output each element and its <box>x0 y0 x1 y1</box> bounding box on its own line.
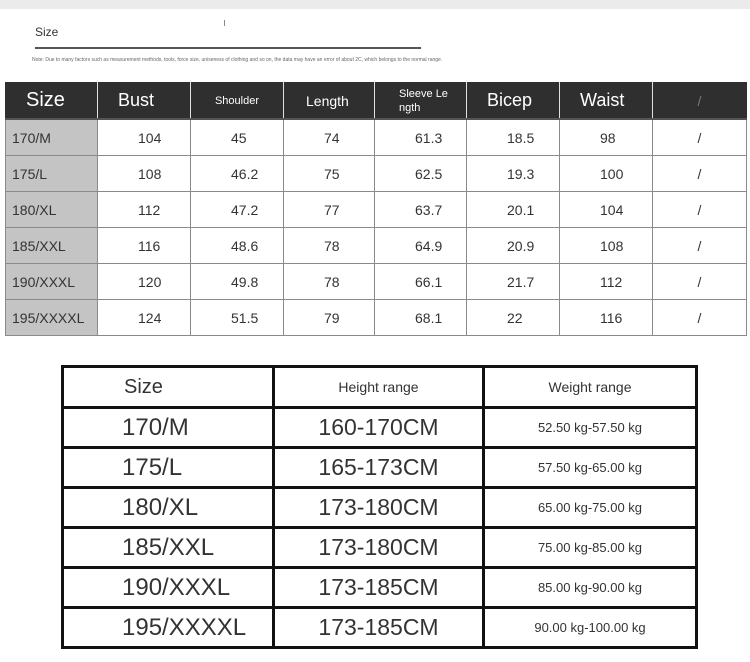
slash-cell: / <box>653 192 747 228</box>
size-cell: 195/XXXXL <box>63 608 274 648</box>
waist-cell: 112 <box>560 264 653 300</box>
bust-cell: 104 <box>98 119 191 156</box>
waist-cell: 116 <box>560 300 653 336</box>
size-cell: 170/M <box>63 408 274 448</box>
bicep-cell: 18.5 <box>467 119 560 156</box>
length-cell: 79 <box>284 300 375 336</box>
header-sleeve-length: Sleeve Le ngth <box>375 83 467 120</box>
length-cell: 78 <box>284 264 375 300</box>
size-cell: 195/XXXXL <box>6 300 98 336</box>
weight-range-cell: 65.00 kg-75.00 kg <box>484 488 697 528</box>
header-waist: Waist <box>560 83 653 120</box>
weight-range-cell: 57.50 kg-65.00 kg <box>484 448 697 488</box>
header-shoulder: Shoulder <box>191 83 284 120</box>
sleeve-length-cell: 63.7 <box>375 192 467 228</box>
weight-range-cell: 90.00 kg-100.00 kg <box>484 608 697 648</box>
slash-cell: / <box>653 300 747 336</box>
table-row <box>6 228 747 264</box>
table-row <box>63 608 697 648</box>
waist-cell: 100 <box>560 156 653 192</box>
header-size: Size <box>6 83 98 120</box>
table-row <box>63 408 697 448</box>
table-row <box>6 119 747 156</box>
height-weight-table <box>61 365 698 649</box>
height-range-cell: 165-173CM <box>274 448 484 488</box>
weight-range-cell: 75.00 kg-85.00 kg <box>484 528 697 568</box>
shoulder-cell: 46.2 <box>191 156 284 192</box>
table-header-row <box>6 83 747 120</box>
measurement-note: Note: Due to many factors such as measurement methods, tools, force size, uniseness of clothing and so on, the data may have an error of about 2C, which belongs to the normal range. <box>32 57 443 63</box>
bust-cell: 112 <box>98 192 191 228</box>
size-cell: 175/L <box>6 156 98 192</box>
table-header-row <box>63 367 697 408</box>
waist-cell: 98 <box>560 119 653 156</box>
bust-cell: 124 <box>98 300 191 336</box>
bicep-cell: 21.7 <box>467 264 560 300</box>
table-row <box>63 448 697 488</box>
table-row <box>6 156 747 192</box>
top-band <box>0 0 750 9</box>
slash-cell: / <box>653 264 747 300</box>
table-row <box>6 264 747 300</box>
slash-cell: / <box>653 156 747 192</box>
size-cell: 185/XXL <box>63 528 274 568</box>
shoulder-cell: 51.5 <box>191 300 284 336</box>
shoulder-cell: 47.2 <box>191 192 284 228</box>
bicep-cell: 20.9 <box>467 228 560 264</box>
table-row <box>6 300 747 336</box>
tick-mark <box>224 20 225 26</box>
length-cell: 75 <box>284 156 375 192</box>
header-length: Length <box>284 83 375 120</box>
height-range-cell: 173-185CM <box>274 608 484 648</box>
sleeve-length-cell: 61.3 <box>375 119 467 156</box>
slash-cell: / <box>653 228 747 264</box>
weight-range-cell: 85.00 kg-90.00 kg <box>484 568 697 608</box>
height-range-cell: 160-170CM <box>274 408 484 448</box>
size-cell: 190/XXXL <box>63 568 274 608</box>
header-weight-range: Weight range <box>484 367 697 408</box>
header-bicep: Bicep <box>467 83 560 120</box>
title-underline <box>35 47 421 49</box>
length-cell: 77 <box>284 192 375 228</box>
waist-cell: 108 <box>560 228 653 264</box>
bicep-cell: 22 <box>467 300 560 336</box>
weight-range-cell: 52.50 kg-57.50 kg <box>484 408 697 448</box>
slash-cell: / <box>653 119 747 156</box>
height-range-cell: 173-180CM <box>274 488 484 528</box>
length-cell: 78 <box>284 228 375 264</box>
sleeve-length-cell: 62.5 <box>375 156 467 192</box>
height-range-cell: 173-180CM <box>274 528 484 568</box>
header-height-range: Height range <box>274 367 484 408</box>
size-cell: 170/M <box>6 119 98 156</box>
bust-cell: 108 <box>98 156 191 192</box>
bust-cell: 116 <box>98 228 191 264</box>
header-slash: / <box>653 83 747 120</box>
header-size: Size <box>63 367 274 408</box>
header-bust: Bust <box>98 83 191 120</box>
table-row <box>63 568 697 608</box>
length-cell: 74 <box>284 119 375 156</box>
size-cell: 175/L <box>63 448 274 488</box>
table-row <box>6 192 747 228</box>
table-row <box>63 528 697 568</box>
height-range-cell: 173-185CM <box>274 568 484 608</box>
table-row <box>63 488 697 528</box>
shoulder-cell: 49.8 <box>191 264 284 300</box>
size-cell: 180/XL <box>63 488 274 528</box>
waist-cell: 104 <box>560 192 653 228</box>
sleeve-length-cell: 68.1 <box>375 300 467 336</box>
size-cell: 180/XL <box>6 192 98 228</box>
measurement-table <box>5 82 747 336</box>
sleeve-length-cell: 64.9 <box>375 228 467 264</box>
size-cell: 185/XXL <box>6 228 98 264</box>
shoulder-cell: 48.6 <box>191 228 284 264</box>
sleeve-length-cell: 66.1 <box>375 264 467 300</box>
shoulder-cell: 45 <box>191 119 284 156</box>
size-cell: 190/XXXL <box>6 264 98 300</box>
bicep-cell: 20.1 <box>467 192 560 228</box>
bicep-cell: 19.3 <box>467 156 560 192</box>
section-title: Size <box>35 25 59 39</box>
bust-cell: 120 <box>98 264 191 300</box>
